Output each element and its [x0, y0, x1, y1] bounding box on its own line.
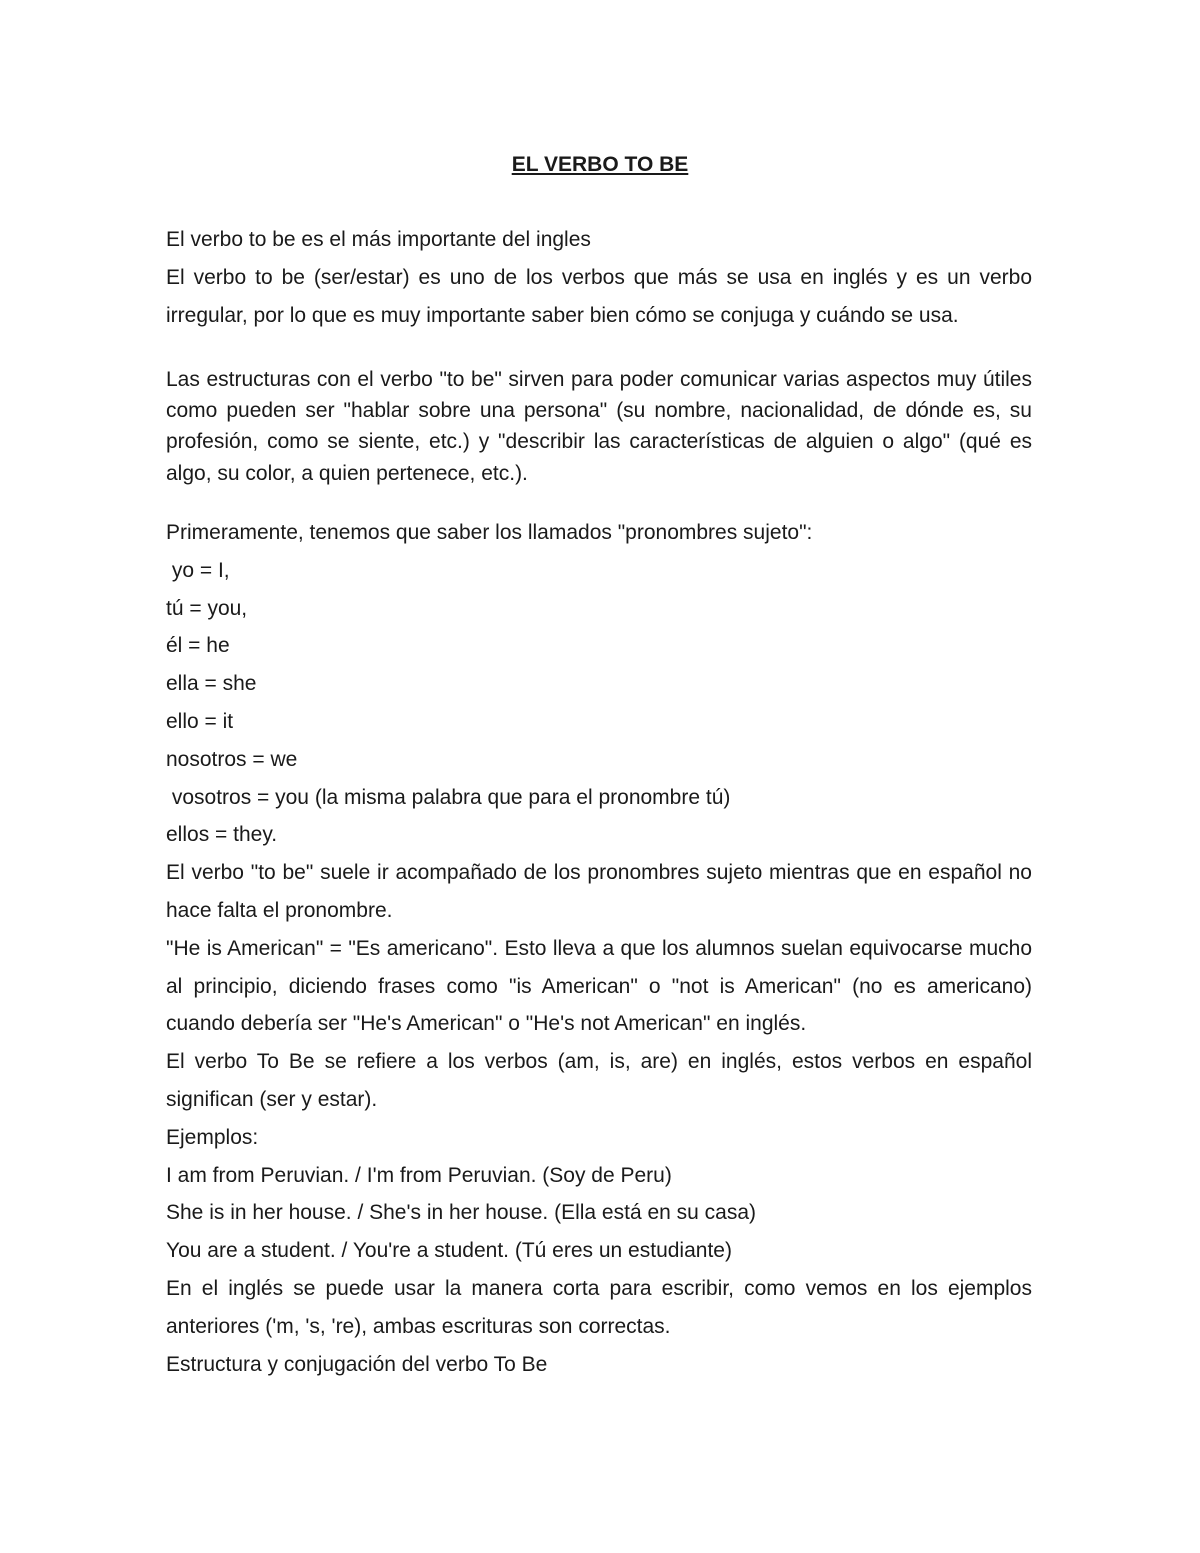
pronoun-line: yo = I,: [166, 558, 230, 582]
paragraph: "He is American" = "Es americano". Esto lleva a que los alumnos suelan equivocarse mucho al principio, diciendo frases como "is American" o "not is American" (no es americano) cuando debería ser "He's American" o "He's not American" en inglés.: [166, 936, 1032, 1036]
pronoun-line: tú = you,: [166, 596, 248, 620]
intro-block: [166, 221, 1032, 334]
paragraph: El verbo "to be" suele ir acompañado de los pronombres sujeto mientras que en español no hace falta el pronombre.: [166, 861, 1032, 922]
paragraph: El verbo To Be se refiere a los verbos (am, is, are) en inglés, estos verbos en español significan (ser y estar).: [166, 1050, 1032, 1111]
pronoun-line: vosotros = you (la misma palabra que para el pronombre tú): [166, 785, 731, 809]
pronoun-line: él = he: [166, 634, 230, 658]
example-line: You are a student. / You're a student. (Tú eres un estudiante): [166, 1239, 732, 1263]
pronoun-line: nosotros = we: [166, 747, 298, 771]
example-line: She is in her house. / She's in her house. (Ella está en su casa): [166, 1201, 757, 1225]
paragraph: El verbo to be (ser/estar) es uno de los verbos que más se usa en inglés y es un verbo irregular, por lo que es muy importante saber bien cómo se conjuga y cuándo se usa.: [166, 265, 1032, 327]
paragraph: En el inglés se puede usar la manera corta para escribir, como vemos en los ejemplos anteriores ('m, 's, 're), ambas escrituras son correctas.: [166, 1276, 1032, 1338]
paragraph: El verbo to be es el más importante del ingles: [166, 228, 591, 251]
paragraph: Primeramente, tenemos que saber los llamados "pronombres sujeto":: [166, 521, 813, 544]
paragraph: Estructura y conjugación del verbo To Be: [166, 1352, 548, 1376]
pronoun-line: ello = it: [166, 709, 234, 733]
document-title: EL VERBO TO BE: [511, 153, 689, 176]
paragraph: Ejemplos:: [166, 1125, 259, 1149]
pronouns-block: [166, 514, 1032, 1383]
paragraph: Las estructuras con el verbo "to be" sirven para poder comunicar varias aspectos muy útiles como pueden ser "hablar sobre una persona" (su nombre, nacionalidad, de dónde es, su profesión, como se siente, etc.) y "describir las características de alguien o algo" (qué es algo, su color, a quien pertenece, etc.).: [166, 368, 1032, 485]
structures-block: [166, 364, 1032, 489]
example-line: I am from Peruvian. / I'm from Peruvian. (Soy de Peru): [166, 1163, 672, 1187]
pronoun-line: ella = she: [166, 672, 257, 696]
pronoun-line: ellos = they.: [166, 823, 278, 847]
